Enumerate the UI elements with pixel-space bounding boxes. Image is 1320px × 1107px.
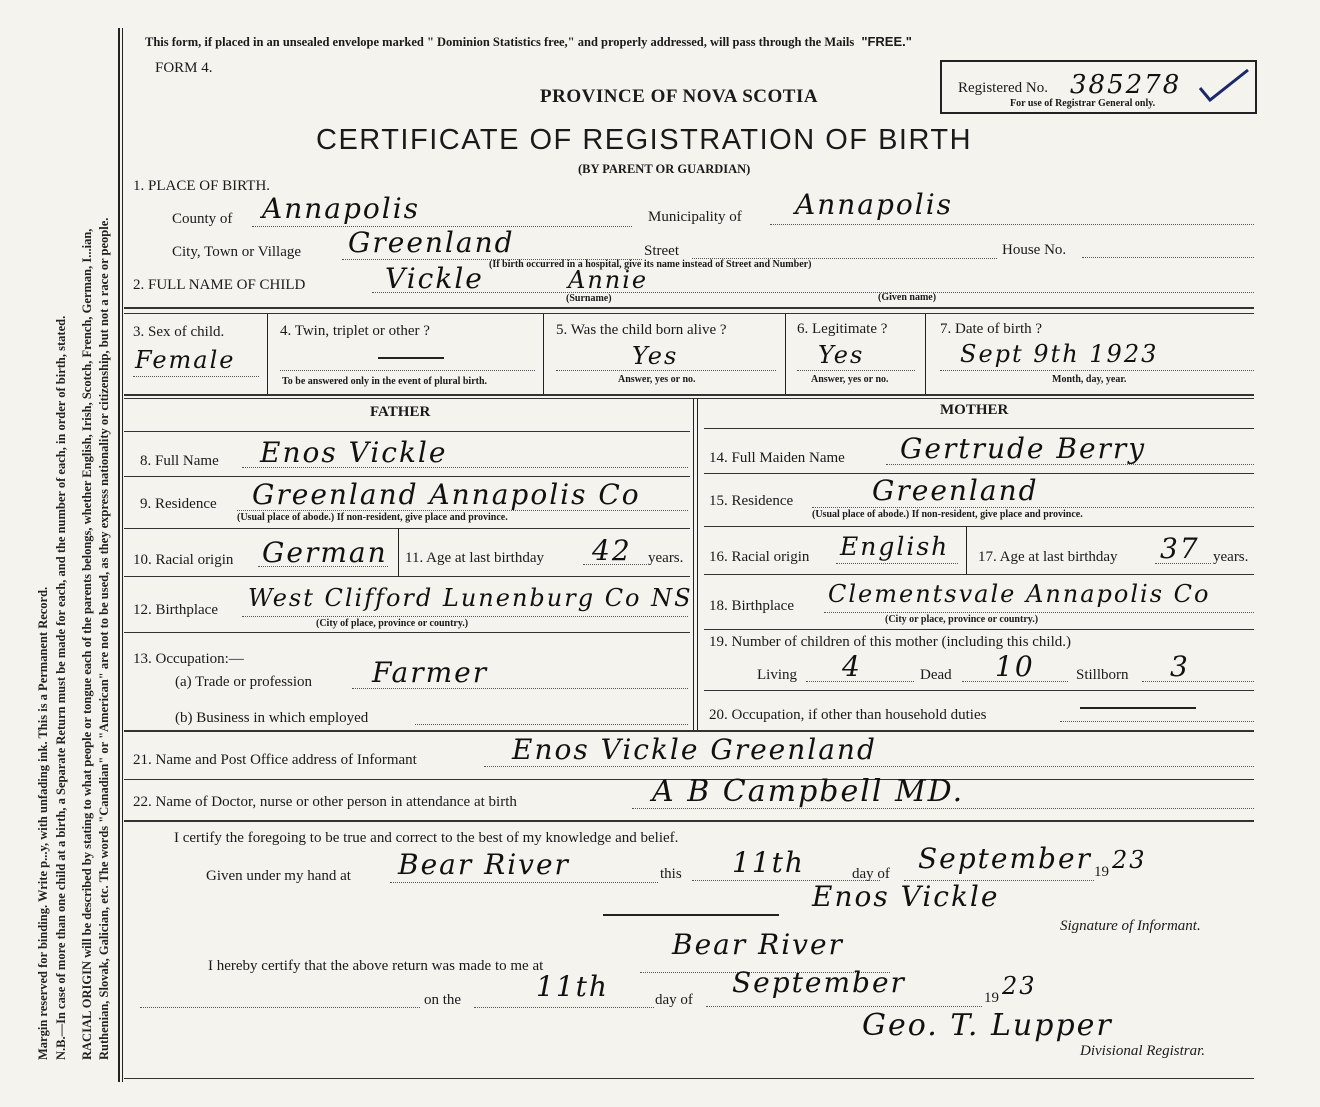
certificate-title: CERTIFICATE OF REGISTRATION OF BIRTH	[316, 124, 973, 156]
twin-note: To be answered only in the event of plural birth.	[282, 376, 488, 387]
on-the-lead-line	[140, 1007, 420, 1008]
registered-number: 385278	[1070, 70, 1182, 100]
father-residence-value: Greenland Annapolis Co	[252, 478, 641, 511]
father-age-value: 42	[592, 534, 632, 567]
informant-line	[484, 766, 1254, 767]
divider-informant	[124, 730, 1254, 732]
year-prefix: 19	[1094, 864, 1109, 880]
given-day: 11th	[732, 846, 805, 879]
child-given-name: Annie	[568, 266, 649, 294]
alive-value: Yes	[632, 342, 679, 370]
binding-line-inner	[122, 28, 123, 1082]
given-name-note: (Given name)	[878, 292, 937, 303]
stillborn-line	[1142, 681, 1254, 682]
child-name-line	[372, 292, 1254, 293]
father-business-line	[415, 724, 688, 725]
legitimate-line	[797, 370, 915, 371]
divider-parents-2	[124, 398, 1254, 399]
checkmark-icon	[1196, 64, 1252, 104]
father-residence-label: 9. Residence	[140, 496, 217, 512]
surname-note: (Surname)	[566, 293, 612, 304]
binding-line	[118, 28, 120, 1082]
mother-birthplace-line	[824, 612, 1254, 613]
twin-label: 4. Twin, triplet or other ?	[280, 323, 430, 339]
divider-parents	[124, 394, 1254, 396]
mother-birthplace-value: Clementsvale Annapolis Co	[828, 580, 1211, 608]
on-the-label: on the	[424, 992, 462, 1008]
reg-day: 11th	[536, 970, 609, 1003]
twin-dash	[378, 357, 444, 359]
row-line	[704, 526, 1254, 527]
mail-note-free: "FREE."	[861, 34, 912, 49]
father-age-label: 11. Age at last birthday	[405, 550, 544, 566]
certificate-subtitle: (BY PARENT OR GUARDIAN)	[578, 162, 751, 176]
dob-note: Month, day, year.	[1052, 374, 1127, 385]
street-label: Street	[644, 243, 679, 259]
registrar-signature: Geo. T. Lupper	[862, 1008, 1113, 1043]
mother-residence-value: Greenland	[872, 474, 1039, 507]
mother-racial-label: 16. Racial origin	[709, 549, 810, 565]
father-birthplace-value: West Clifford Lunenburg Co NS	[248, 584, 693, 612]
father-birthplace-note: (City of place, province or country.)	[316, 618, 469, 629]
reg-day-line	[474, 1007, 654, 1008]
mother-name-value: Gertrude Berry	[900, 432, 1147, 465]
place-heading: 1. PLACE OF BIRTH.	[133, 178, 271, 194]
father-racial-value: German	[262, 536, 388, 569]
father-racial-label: 10. Racial origin	[133, 552, 234, 568]
alive-line	[556, 370, 776, 371]
house-line	[1082, 257, 1254, 258]
child-surname: Vickle	[385, 262, 484, 295]
father-trade-label: (a) Trade or profession	[175, 674, 313, 690]
cell-divider	[543, 314, 544, 394]
county-label: County of	[172, 211, 233, 227]
father-heading: FATHER	[370, 404, 431, 420]
alive-note: Answer, yes or no.	[618, 374, 696, 385]
municipality-value: Annapolis	[795, 188, 954, 221]
father-occupation-label: 13. Occupation:—	[133, 651, 244, 667]
father-business-label: (b) Business in which employed	[175, 710, 369, 726]
mother-occupation-label: 20. Occupation, if other than household duties	[709, 707, 987, 723]
county-value: Annapolis	[262, 192, 421, 225]
cell-divider	[966, 526, 967, 574]
mother-name-label: 14. Full Maiden Name	[709, 450, 845, 466]
day-of-label: day of	[852, 866, 890, 882]
mother-residence-note: (Usual place of abode.) If non-resident, give place and province.	[812, 509, 1083, 520]
row-line	[124, 431, 690, 432]
given-year: 23	[1112, 846, 1147, 874]
mother-occupation-line	[1060, 721, 1254, 722]
row-line	[124, 576, 690, 577]
cell-divider	[267, 314, 268, 394]
stillborn-value: 3	[1170, 650, 1190, 683]
doctor-value: A B Campbell MD.	[652, 774, 965, 809]
margin-note-4: Ruthenian, Slovak, Galician, etc. The words "Canadian" or "American" are not to be used, as they express nationality or citizenship, but not a race or people.	[97, 217, 111, 1060]
mother-residence-line	[812, 507, 1254, 508]
stillborn-label: Stillborn	[1076, 667, 1129, 683]
margin-note-3: RACIAL ORIGIN will be described by stating to what people or tongue each of the parents belongs, whether English, Irish, Scotch, French, German, I...ian,	[80, 228, 94, 1060]
divisional-registrar-label: Divisional Registrar.	[1080, 1043, 1206, 1059]
hospital-note: (If birth occurred in a hospital, give its name instead of Street and Number)	[489, 259, 812, 270]
reg-year: 23	[1002, 972, 1037, 1000]
father-name-value: Enos Vickle	[260, 436, 448, 469]
divider-cert	[124, 820, 1254, 822]
mother-racial-line	[836, 563, 958, 564]
mother-occupation-dash	[1080, 707, 1196, 709]
father-birthplace-label: 12. Birthplace	[133, 602, 218, 618]
cell-divider	[398, 528, 399, 576]
province-heading: PROVINCE OF NOVA SCOTIA	[540, 86, 819, 107]
mother-racial-value: English	[840, 532, 950, 561]
informant-signature: Enos Vickle	[812, 880, 1000, 913]
mother-years: years.	[1213, 549, 1249, 565]
given-month: September	[918, 842, 1092, 875]
registered-label: Registered No.	[958, 80, 1048, 96]
registrar-statement: I hereby certify that the above return was made to me at	[208, 958, 544, 974]
mail-note	[145, 34, 912, 50]
reg-month-line	[706, 1006, 982, 1007]
sex-value: Female	[135, 346, 236, 374]
municipality-label: Municipality of	[648, 209, 742, 225]
divider-top-2	[124, 313, 1254, 314]
signature-line	[603, 914, 779, 916]
legitimate-label: 6. Legitimate ?	[797, 321, 888, 337]
row-line	[124, 476, 690, 477]
reg-month: September	[732, 966, 906, 999]
informant-label: 21. Name and Post Office address of Informant	[133, 752, 417, 768]
margin-note-2: N.B.—In case of more than one child at a birth, a Separate Return must be made for each, and the number of each, in order of birth, stated.	[54, 315, 68, 1060]
informant-signature-label: Signature of Informant.	[1060, 918, 1201, 934]
row-line	[704, 428, 1254, 429]
divider-top	[124, 307, 1254, 309]
row-line	[124, 528, 690, 529]
row-line	[124, 632, 690, 633]
reg-year-prefix: 19	[984, 990, 999, 1006]
registered-box	[940, 60, 1257, 114]
cell-divider	[925, 314, 926, 394]
bottom-border	[124, 1078, 1254, 1079]
twin-line	[280, 370, 535, 371]
legitimate-note: Answer, yes or no.	[811, 374, 889, 385]
child-name-label: 2. FULL NAME OF CHILD	[133, 277, 306, 293]
municipality-line	[770, 224, 1254, 225]
certify-statement: I certify the foregoing to be true and correct to the best of my knowledge and belief.	[174, 830, 679, 846]
mother-children-label: 19. Number of children of this mother (including this child.)	[709, 634, 1072, 650]
mother-birthplace-note: (City or place, province or country.)	[885, 614, 1039, 625]
father-years: years.	[648, 550, 684, 566]
dob-value: Sept 9th 1923	[960, 340, 1159, 368]
given-place: Bear River	[398, 848, 570, 881]
cell-divider	[785, 314, 786, 394]
given-place-line	[390, 882, 658, 883]
mother-age-value: 37	[1160, 532, 1200, 565]
dob-label: 7. Date of birth ?	[940, 321, 1043, 337]
registrar-note: For use of Registrar General only.	[1010, 98, 1156, 109]
sex-line	[133, 376, 259, 377]
father-trade-value: Farmer	[372, 656, 489, 689]
legitimate-value: Yes	[818, 341, 865, 369]
living-label: Living	[757, 667, 797, 683]
row-line	[704, 629, 1254, 630]
row-line	[704, 574, 1254, 575]
sex-label: 3. Sex of child.	[133, 324, 225, 340]
doctor-label: 22. Name of Doctor, nurse or other person in attendance at birth	[133, 794, 517, 810]
mother-heading: MOTHER	[940, 402, 1009, 418]
form-number: FORM 4.	[155, 60, 213, 76]
margin-note-1: Margin reserved for binding. Write p...y, with unfading ink. This is a Permanent Record.	[36, 586, 50, 1060]
city-value: Greenland	[348, 226, 515, 259]
dead-value: 10	[995, 650, 1035, 683]
father-name-label: 8. Full Name	[140, 453, 219, 469]
mail-note-text: This form, if placed in an unsealed envelope marked " Dominion Statistics free," and properly addressed, will pass through the Mails	[145, 35, 855, 49]
reg-day-of-label: day of	[655, 992, 693, 1008]
city-label: City, Town or Village	[172, 244, 302, 260]
dob-line	[940, 370, 1254, 371]
father-residence-note: (Usual place of abode.) If non-resident, give place and province.	[237, 512, 508, 523]
parents-divider	[693, 398, 694, 730]
mother-birthplace-label: 18. Birthplace	[709, 598, 794, 614]
mother-residence-label: 15. Residence	[709, 493, 794, 509]
informant-value: Enos Vickle Greenland	[512, 733, 877, 766]
row-line	[704, 690, 1254, 691]
given-label: Given under my hand at	[206, 868, 351, 884]
registrar-place: Bear River	[672, 928, 844, 961]
dead-label: Dead	[920, 667, 952, 683]
living-value: 4	[842, 650, 862, 683]
house-label: House No.	[1002, 242, 1067, 258]
father-birthplace-line	[242, 616, 688, 617]
this-label: this	[660, 866, 682, 882]
parents-divider-2	[697, 398, 698, 730]
margin-notes	[0, 0, 118, 1107]
mother-age-label: 17. Age at last birthday	[978, 549, 1118, 565]
alive-label: 5. Was the child born alive ?	[556, 322, 727, 338]
